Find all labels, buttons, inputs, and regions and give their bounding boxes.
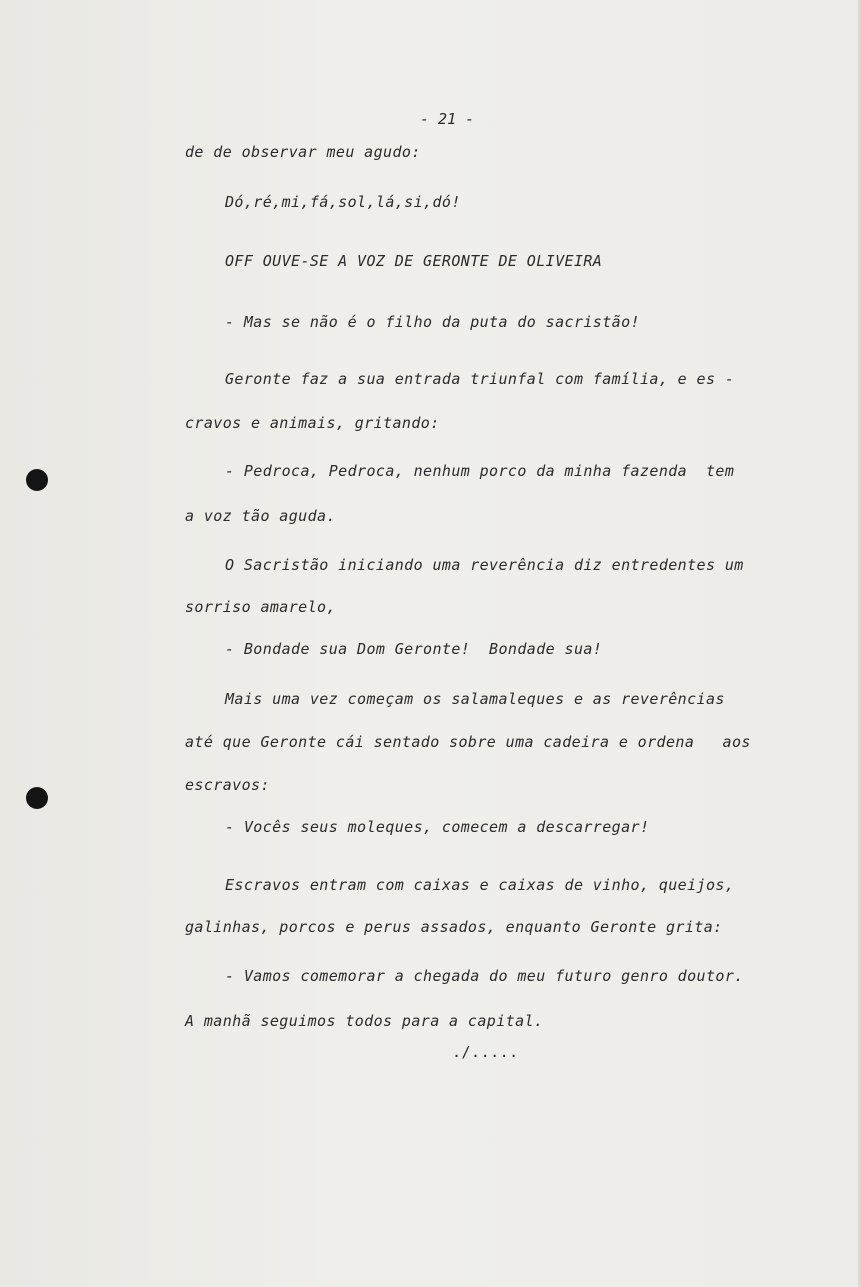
text-line: galinhas, porcos e perus assados, enquanto Geronte grita: [185,918,723,936]
text-line: Escravos entram com caixas e caixas de vinho, queijos, [225,876,735,894]
text-line: Geronte faz a sua entrada triunfal com família, e es - [225,370,735,388]
text-line: Mais uma vez começam os salamaleques e as reverências [225,690,725,708]
text-line: sorriso amarelo, [185,598,336,616]
binder-hole-top [26,469,48,491]
text-line: - Vocês seus moleques, comecem a descarregar! [225,818,650,836]
text-line: Dó,ré,mi,fá,sol,lá,si,dó! [225,193,461,211]
text-line: - Vamos comemorar a chegada do meu futuro genro doutor. [225,967,744,985]
text-line: - Bondade sua Dom Geronte! Bondade sua! [225,640,603,658]
text-line: - Pedroca, Pedroca, nenhum porco da minha fazenda tem [225,462,735,480]
text-line: - Mas se não é o filho da puta do sacristão! [225,313,640,331]
text-line: A manhã seguimos todos para a capital. [185,1012,544,1030]
text-line: cravos e animais, gritando: [185,414,440,432]
text-line: escravos: [185,776,270,794]
text-line: até que Geronte cái sentado sobre uma cadeira e ordena aos [185,733,751,751]
text-line: a voz tão aguda. [185,507,336,525]
text-line: OFF OUVE-SE A VOZ DE GERONTE DE OLIVEIRA [225,252,603,270]
binder-hole-bottom [26,787,48,809]
continuation-mark: ./..... [452,1043,519,1061]
text-line: O Sacristão iniciando uma reverência diz entredentes um [225,556,744,574]
page-number: - 21 - [420,110,475,128]
text-line: de de observar meu agudo: [185,143,421,161]
